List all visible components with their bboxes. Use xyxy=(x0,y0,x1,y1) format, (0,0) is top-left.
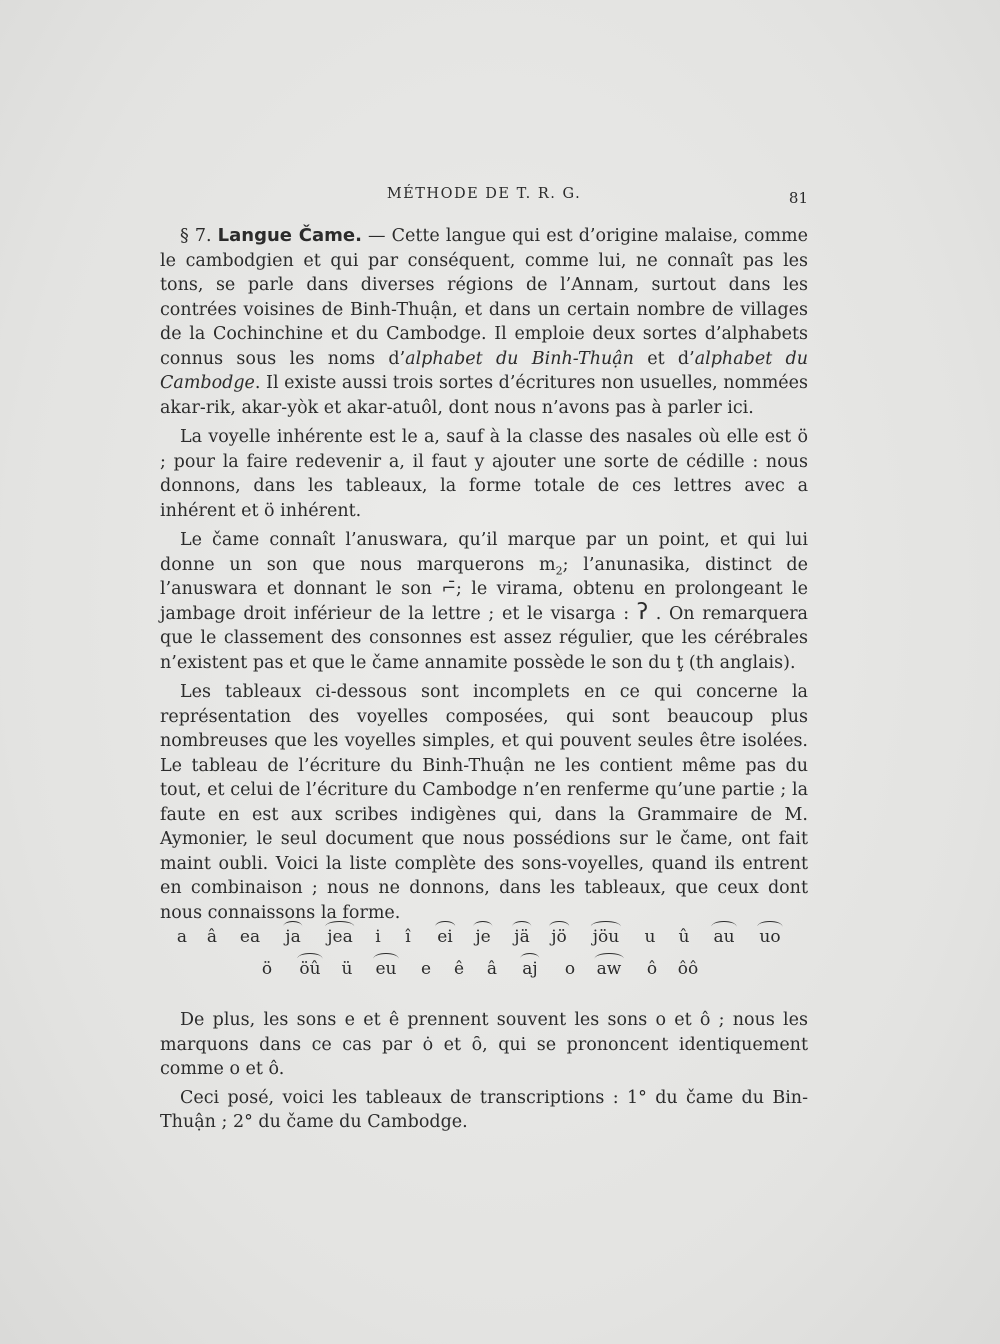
vowel-row-1 xyxy=(160,925,808,955)
paragraph-1-text-c: . Il existe aussi trois sortes d’écritures non usuelles, nommées akar-rik, akar-yòk et akar-atuôl, dont nous n’avons pas à parler ici. xyxy=(160,373,808,418)
paragraph-1-italic-1: alphabet du Binh-Thuận xyxy=(405,348,634,369)
vowel: î xyxy=(405,927,411,947)
vowel: u xyxy=(644,927,656,947)
closing-text xyxy=(160,1008,808,1135)
vowel: jea xyxy=(327,927,353,947)
vowel: au xyxy=(713,927,735,947)
vowel: ja xyxy=(285,927,301,947)
paragraph-3-text-d: . On remarquera que le classement des consonnes est assez régulier, que les cérébrales n’existent pas et que le čame annamite possède le son du xyxy=(160,603,808,673)
vowel: je xyxy=(475,927,491,947)
vowel: ê xyxy=(453,959,465,979)
page-number: 81 xyxy=(788,189,808,207)
running-title: MÉTHODE DE T. R. G. xyxy=(386,186,582,202)
vowel: öû xyxy=(299,959,321,979)
section-title: Langue Čame. xyxy=(217,225,362,246)
paragraph-6: Ceci posé, voici les tableaux de transcriptions : 1° du čame du Bin-Thuận ; 2° du čame du Cambodge. xyxy=(160,1087,808,1132)
visarga-glyph: ʔ xyxy=(636,599,649,625)
paragraph-3 xyxy=(160,528,808,675)
paragraph-3-text-b: ; l’anunasika, distinct de l’anuswara et donnant le son xyxy=(160,554,808,599)
paragraph-3-text-e: (th anglais). xyxy=(683,652,796,673)
subscript: 2 xyxy=(555,564,563,577)
vowel: ei xyxy=(437,927,453,947)
vowel: a xyxy=(176,927,188,947)
vowel: jö xyxy=(551,927,567,947)
vowel: aw xyxy=(596,959,622,979)
vowel: uo xyxy=(759,927,781,947)
running-head xyxy=(160,186,808,210)
vowel: i xyxy=(375,927,381,947)
vowel: ôô xyxy=(677,959,699,979)
paragraph-1-text-b: et d’ xyxy=(633,348,695,369)
section-dash: — xyxy=(361,226,392,246)
vowel: ü xyxy=(341,959,353,979)
paragraph-1-text-a: Cette langue qui est d’origine malaise, comme le cambodgien et qui par conséquent, comme lui, ne connaît pas les tons, se parle dans diverses régions de l’Annam, surtout dans les contrées voisines de Binh-Thuận, et dans un certain nombre de villages de la Cochinchine et du Cambodge. Il emploie deux sortes d’alphabets connus sous les noms d’ xyxy=(160,226,808,369)
vowel: ö xyxy=(261,959,273,979)
section-number: § 7. xyxy=(180,226,212,246)
vowel: eu xyxy=(375,959,397,979)
vowel: jöu xyxy=(592,927,620,947)
paragraph-3-text-c: ; le virama, obtenu en prolongeant le jambage droit inférieur de la lettre ; et le visarga : xyxy=(160,579,808,624)
vowel: jä xyxy=(514,927,530,947)
vowel: ô xyxy=(646,959,658,979)
paragraph-4: Les tableaux ci-dessous sont incomplets en ce qui concerne la représentation des voyelles composées, qui sont beaucoup plus nombreuses que les voyelles simples, et qui pouvent seules être isolées. Le tableau de l’écriture du Binh-Thuận ne les contient même pas du tout, et celui de l’écriture du Cambodge n’en renferme qu’une partie ; la faute en est aux scribes indigènes qui, dans la Grammaire de M. Aymonier, le seul document que nous possédions sur le čame, ont fait maint oubli. Voici la liste complète des sons-voyelles, quand ils entrent en combinaison ; nous ne donnons, dans les tableaux, que ceux dont nous connaissons la forme. xyxy=(160,682,808,923)
th-glyph: ţ xyxy=(676,652,684,673)
paragraph-2: La voyelle inhérente est le a, sauf à la classe des nasales où elle est ö ; pour la faire redevenir a, il faut y ajouter une sorte de cédille : nous donnons, dans les tableaux, la forme totale de ces lettres avec a inhérent et ö inhérent. xyxy=(160,427,808,521)
vowel: aj xyxy=(522,959,538,979)
vowel: ea xyxy=(239,927,261,947)
vowel: o xyxy=(564,959,576,979)
vowel: â xyxy=(206,927,218,947)
paragraph-3-text-a: Le čame connaît l’anuswara, qu’il marque par un point, et qui lui donne un son que nous marquerons m xyxy=(160,530,808,575)
paragraph-1 xyxy=(160,224,808,420)
anunasika-mark: ⌐̄ xyxy=(441,579,456,599)
body-text xyxy=(160,224,808,925)
vowel: â xyxy=(486,959,498,979)
vowel: û xyxy=(678,927,690,947)
paragraph-1-italic-2: alphabet du Cambodge xyxy=(160,348,808,393)
paragraph-5: De plus, les sons e et ê prennent souvent les sons o et ô ; nous les marquons dans ce cas par ȯ et ȏ, qui se prononcent identiquement comme o et ô. xyxy=(160,1010,808,1079)
vowel-row-2 xyxy=(160,957,808,987)
vowel: e xyxy=(420,959,432,979)
